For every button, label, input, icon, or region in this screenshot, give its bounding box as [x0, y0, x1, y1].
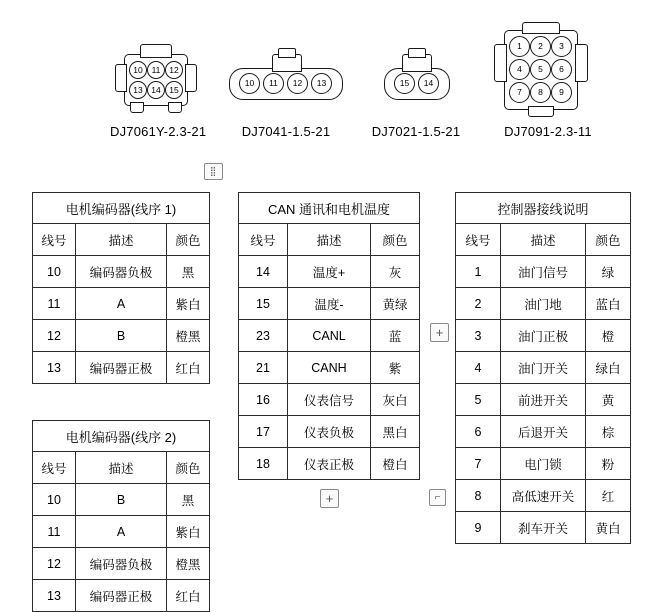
resize-icon: ⌐	[434, 491, 441, 503]
pin-label: 10	[244, 78, 255, 89]
table-title-row	[456, 193, 631, 224]
pin-label: 13	[133, 84, 143, 95]
resize-handle[interactable]	[429, 489, 446, 506]
cell-color: 紫	[371, 352, 420, 384]
connector-label-dj7061y: DJ7061Y-2.3-21	[110, 124, 207, 139]
cell-wire-no: 12	[33, 320, 76, 352]
table-row	[239, 448, 420, 480]
cell-color: 橙黑	[167, 320, 210, 352]
cell-description: 仪表正极	[288, 448, 371, 480]
cell-color: 棕	[586, 416, 631, 448]
cell-color: 橙	[586, 320, 631, 352]
pin-10	[239, 73, 260, 94]
pin-6	[551, 59, 572, 80]
cell-description: A	[76, 516, 167, 548]
cell-wire-no: 3	[456, 320, 501, 352]
pin-15	[165, 81, 183, 99]
cell-description: 编码器负极	[76, 256, 167, 288]
table-title-row	[33, 193, 210, 224]
pin-14	[147, 81, 165, 99]
connector-wing-left	[494, 44, 507, 82]
column-header-description: 描述	[501, 224, 586, 256]
pin-label: 12	[292, 78, 303, 89]
pin-12	[165, 61, 183, 79]
plus-icon: +	[435, 325, 444, 340]
pin-13	[129, 81, 147, 99]
cell-description: CANH	[288, 352, 371, 384]
cell-color: 橙黑	[167, 548, 210, 580]
connector-dj7041	[226, 40, 346, 139]
pin-11	[263, 73, 284, 94]
table-row	[33, 484, 210, 516]
cell-wire-no: 11	[33, 516, 76, 548]
cell-wire-no: 21	[239, 352, 288, 384]
connector-foot-left	[130, 102, 144, 113]
pin-4	[509, 59, 530, 80]
table-row	[456, 384, 631, 416]
connector-wing-left	[115, 64, 127, 92]
cell-wire-no: 8	[456, 480, 501, 512]
cell-color: 绿	[586, 256, 631, 288]
cell-description: CANL	[288, 320, 371, 352]
table-title: 电机编码器(线序 1)	[33, 193, 210, 224]
pin-label: 10	[133, 64, 143, 75]
cell-wire-no: 7	[456, 448, 501, 480]
table-can-and-motor-temp	[238, 192, 420, 480]
cell-wire-no: 2	[456, 288, 501, 320]
cell-wire-no: 23	[239, 320, 288, 352]
cell-description: 编码器正极	[76, 580, 167, 612]
table-controller-wiring	[455, 192, 631, 544]
connector-latch-tip	[278, 48, 296, 58]
pin-label: 14	[151, 84, 161, 95]
cell-description: 刹车开关	[501, 512, 586, 544]
table-row	[456, 320, 631, 352]
cell-color: 红白	[167, 580, 210, 612]
column-header-description: 描述	[288, 224, 371, 256]
cell-description: 编码器正极	[76, 352, 167, 384]
cell-wire-no: 16	[239, 384, 288, 416]
table-row	[33, 580, 210, 612]
pin-label: 5	[538, 64, 543, 75]
column-header-color: 颜色	[371, 224, 420, 256]
pin-label: 13	[316, 78, 327, 89]
cell-color: 黄绿	[371, 288, 420, 320]
pin-label: 6	[559, 64, 564, 75]
cell-color: 灰白	[371, 384, 420, 416]
cell-color: 红白	[167, 352, 210, 384]
plus-icon: +	[325, 491, 334, 506]
table-encoder-1	[32, 192, 210, 384]
table-header-row	[33, 452, 210, 484]
table-row	[33, 352, 210, 384]
cell-wire-no: 5	[456, 384, 501, 416]
cell-color: 红	[586, 480, 631, 512]
table-row	[456, 352, 631, 384]
cell-description: 油门信号	[501, 256, 586, 288]
pin-label: 4	[517, 64, 522, 75]
pin-12	[287, 73, 308, 94]
connector-label-dj7041: DJ7041-1.5-21	[241, 124, 331, 139]
connector-dj7091	[488, 18, 608, 139]
column-header-description: 描述	[76, 452, 167, 484]
table-row	[33, 320, 210, 352]
cell-wire-no: 6	[456, 416, 501, 448]
pin-label: 3	[559, 41, 564, 52]
column-header-color: 颜色	[586, 224, 631, 256]
table-row	[239, 384, 420, 416]
cell-color: 粉	[586, 448, 631, 480]
connector-foot	[528, 106, 554, 117]
connector-wing-right	[575, 44, 588, 82]
connector-foot-right	[168, 102, 182, 113]
connector-label-dj7091: DJ7091-2.3-11	[504, 124, 592, 139]
pin-13	[311, 73, 332, 94]
cell-description: 油门开关	[501, 352, 586, 384]
table-row	[33, 256, 210, 288]
cell-description: 油门地	[501, 288, 586, 320]
column-header-color: 颜色	[167, 224, 210, 256]
cell-wire-no: 14	[239, 256, 288, 288]
cell-description: 编码器负极	[76, 548, 167, 580]
cell-color: 黑	[167, 256, 210, 288]
cell-color: 蓝	[371, 320, 420, 352]
cell-wire-no: 11	[33, 288, 76, 320]
pin-1	[509, 36, 530, 57]
cell-color: 蓝白	[586, 288, 631, 320]
pin-15	[394, 73, 415, 94]
table-title-row	[239, 193, 420, 224]
cell-wire-no: 17	[239, 416, 288, 448]
pin-label: 2	[538, 41, 543, 52]
connector-label-dj7021: DJ7021-1.5-21	[371, 124, 461, 139]
cell-wire-no: 9	[456, 512, 501, 544]
cell-color: 紫白	[167, 516, 210, 548]
pin-label: 14	[423, 78, 434, 89]
pin-10	[129, 61, 147, 79]
pin-label: 12	[169, 64, 179, 75]
table-row	[239, 320, 420, 352]
column-header-wire-no: 线号	[239, 224, 288, 256]
pin-2	[530, 36, 551, 57]
connector-latch-tip	[408, 48, 426, 58]
table-row	[239, 288, 420, 320]
cell-wire-no: 18	[239, 448, 288, 480]
table-row	[456, 416, 631, 448]
table-row	[33, 516, 210, 548]
connector-dj7061y	[110, 40, 205, 139]
pin-11	[147, 61, 165, 79]
table-row	[33, 288, 210, 320]
cell-color: 紫白	[167, 288, 210, 320]
table-row	[456, 288, 631, 320]
table-row	[239, 256, 420, 288]
pin-9	[551, 82, 572, 103]
cell-description: A	[76, 288, 167, 320]
cell-color: 绿白	[586, 352, 631, 384]
table-encoder-2	[32, 420, 210, 612]
cell-wire-no: 15	[239, 288, 288, 320]
cell-description: 温度-	[288, 288, 371, 320]
table-row	[456, 480, 631, 512]
connector-latch	[140, 44, 172, 58]
cell-wire-no: 13	[33, 352, 76, 384]
pin-label: 8	[538, 87, 543, 98]
cell-color: 橙白	[371, 448, 420, 480]
cell-description: B	[76, 320, 167, 352]
cell-description: 高低速开关	[501, 480, 586, 512]
table-title: 电机编码器(线序 2)	[33, 421, 210, 452]
column-header-color: 颜色	[167, 452, 210, 484]
table-header-row	[33, 224, 210, 256]
column-header-description: 描述	[76, 224, 167, 256]
cell-wire-no: 10	[33, 484, 76, 516]
pin-label: 1	[517, 41, 522, 52]
column-header-wire-no: 线号	[456, 224, 501, 256]
table-row	[33, 548, 210, 580]
table-title: 控制器接线说明	[456, 193, 631, 224]
cell-wire-no: 4	[456, 352, 501, 384]
table-header-row	[239, 224, 420, 256]
connector-wing-right	[185, 64, 197, 92]
cell-color: 黄	[586, 384, 631, 416]
pin-label: 11	[151, 64, 161, 75]
cell-wire-no: 13	[33, 580, 76, 612]
pin-3	[551, 36, 572, 57]
connector-latch	[522, 22, 560, 34]
cell-description: 仪表信号	[288, 384, 371, 416]
drag-handle-glyph: ⣿	[209, 166, 218, 176]
cell-description: 电门锁	[501, 448, 586, 480]
pin-14	[418, 73, 439, 94]
cell-color: 黄白	[586, 512, 631, 544]
table-row	[456, 448, 631, 480]
pin-label: 11	[269, 78, 278, 89]
pin-5	[530, 59, 551, 80]
column-header-wire-no: 线号	[33, 224, 76, 256]
cell-description: B	[76, 484, 167, 516]
cell-wire-no: 10	[33, 256, 76, 288]
cell-description: 油门正极	[501, 320, 586, 352]
pin-label: 7	[517, 87, 522, 98]
pin-label: 15	[169, 84, 179, 95]
cell-wire-no: 1	[456, 256, 501, 288]
table-title: CAN 通讯和电机温度	[239, 193, 420, 224]
table-row	[456, 256, 631, 288]
add-column-button[interactable]	[430, 323, 449, 342]
cell-description: 前进开关	[501, 384, 586, 416]
table-row	[239, 352, 420, 384]
pin-label: 9	[559, 87, 564, 98]
drag-handle[interactable]	[204, 163, 223, 180]
cell-description: 仪表负极	[288, 416, 371, 448]
column-header-wire-no: 线号	[33, 452, 76, 484]
table-header-row	[456, 224, 631, 256]
pin-8	[530, 82, 551, 103]
cell-color: 黑白	[371, 416, 420, 448]
table-row	[456, 512, 631, 544]
add-row-button[interactable]	[320, 489, 339, 508]
table-row	[239, 416, 420, 448]
pin-7	[509, 82, 530, 103]
table-title-row	[33, 421, 210, 452]
cell-color: 黑	[167, 484, 210, 516]
cell-color: 灰	[371, 256, 420, 288]
connector-dj7021	[368, 40, 464, 139]
cell-description: 后退开关	[501, 416, 586, 448]
cell-description: 温度+	[288, 256, 371, 288]
pin-label: 15	[399, 78, 410, 89]
cell-wire-no: 12	[33, 548, 76, 580]
